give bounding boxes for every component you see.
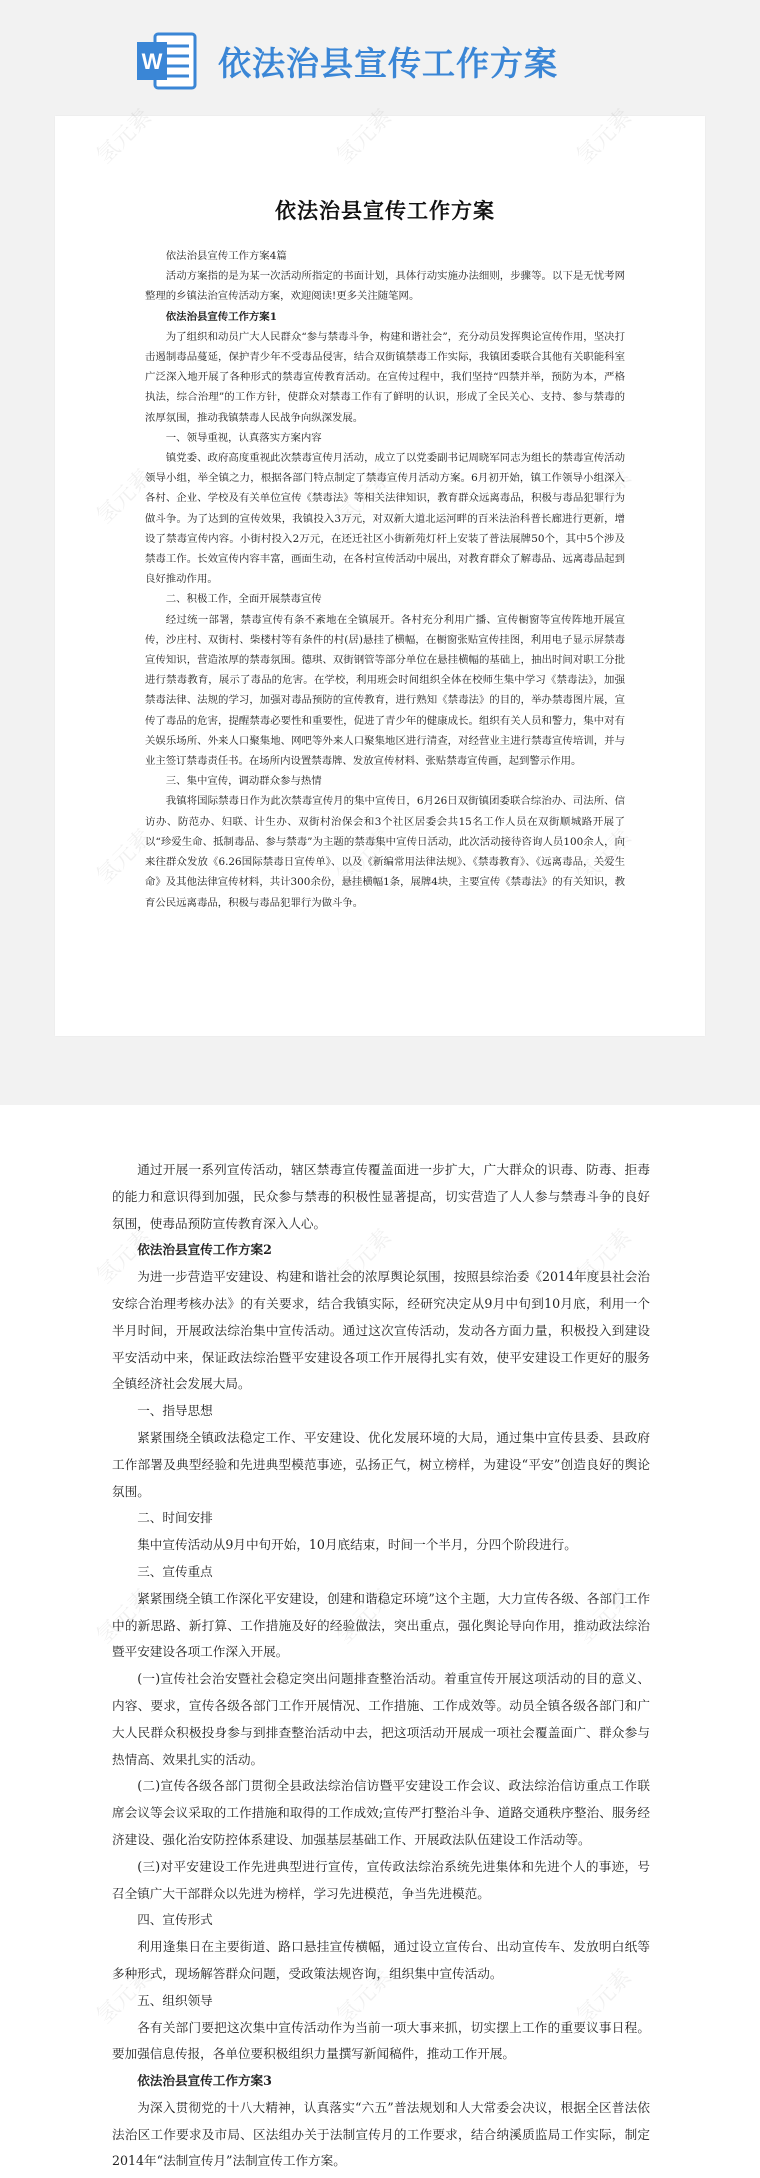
document-page-2 [0, 1105, 760, 2178]
paragraph: 四、宣传形式 [137, 1912, 213, 1928]
paragraph: 镇党委、政府高度重视此次禁毒宣传月活动，成立了以党委副书记周晓军同志为组长的禁毒宣传活动领导小组，举全镇之力，根据各部门特点制定了禁毒宣传月活动方案。6月初开始，镇工作领导小组深入各村、企业、学校及有关单位宣传《禁毒法》等相关法律知识，教育群众远离毒品，积极与毒品犯罪行为做斗争。为了达到的宣传效果，我镇投入3万元，对双新大道北运河畔的百米法治科普长廊进行更新，增设了禁毒宣传内容。小街村投入2万元，在还迁社区小街新苑灯杆上安装了普法展牌50个，其中5个涉及禁毒工作。长效宣传内容丰富，画面生动，在各村宣传活动中展出，对教育群众了解毒品、远离毒品起到良好推动作用。 [145, 452, 625, 586]
paragraph: 通过开展一系列宣传活动，辖区禁毒宣传覆盖面进一步扩大，广大群众的识毒、防毒、拒毒的能力和意识得到加强，民众参与禁毒的积极性显著提高，切实营造了人人参与禁毒斗争的良好氛围，使毒品预防宣传教育深入人心。 [112, 1162, 650, 1231]
paragraph: 三、集中宣传，调动群众参与热情 [165, 775, 322, 788]
paragraph: (一)宣传社会治安暨社会稳定突出问题排查整治活动。着重宣传开展这项活动的目的意义、内容、要求，宣传各级各部门工作开展情况、工作措施、工作成效等。动员全镇各级各部门和广大人民群众积极投身参与到排查整治活动中去，把这项活动开展成一项社会覆盖面广、群众参与热情高、效果扎实的活动。 [112, 1671, 650, 1767]
paragraph: 依法治县宣传工作方案4篇 [165, 250, 287, 262]
banner [0, 0, 760, 120]
document-title: 依法治县宣传工作方案 [275, 198, 495, 223]
paragraph: 二、积极工作，全面开展禁毒宣传 [165, 593, 322, 606]
paragraph: 紧紧围绕全镇工作深化平安建设，创建和谐稳定环境”这个主题，大力宣传各级、各部门工作中的新思路、新打算、工作措施及好的经验做法，突出重点，强化舆论导向作用，推动政法综治暨平安建设各项工作深入开展。 [112, 1590, 650, 1660]
banner-title: 依法治县宣传工作方案 [218, 44, 558, 83]
paragraph: 活动方案指的是为某一次活动所指定的书面计划，具体行动实施办法细则，步骤等。以下是无忧考网整理的乡镇法治宣传活动方案，欢迎阅读!更多关注随笔网。 [145, 270, 625, 303]
section-heading: 依法治县宣传工作方案1 [165, 310, 277, 323]
paragraph: 经过统一部署，禁毒宣传有条不紊地在全镇展开。各村充分利用广播、宣传橱窗等宣传阵地开展宣传，沙庄村、双街村、柴楼村等有条件的村(居)悬挂了横幅，在橱窗张贴宣传挂图，利用电子显示屏禁毒宣传知识，营造浓厚的禁毒氛围。德琪、双街钢管等部分单位在悬挂横幅的基础上，抽出时间对职工分批进行禁毒教育，展示了毒品的危害。在学校，利用班会时间组织全体在校师生集中学习《禁毒法》，加强禁毒法律、法规的学习，加强对毒品预防的宣传教育，进行熟知《禁毒法》的目的，举办禁毒图片展，宣传了毒品的危害，提醒禁毒必要性和重要性，促进了青少年的健康成长。组织有关人员和警力，集中对有关娱乐场所、外来人口聚集地、网吧等外来人口聚集地区进行清查，对经营业主进行禁毒宣传培训，并与业主签订禁毒责任书。在场所内设置禁毒牌、发放宣传材料、张贴禁毒宣传画，起到警示作用。 [145, 613, 625, 768]
page2-body [112, 1157, 650, 2175]
paragraph: 一、指导思想 [137, 1403, 213, 1419]
section-heading: 依法治县宣传工作方案3 [137, 2073, 272, 2089]
page1-body [145, 246, 625, 913]
paragraph: 为了组织和动员广大人民群众“参与禁毒斗争，构建和谐社会”，充分动员发挥舆论宣传作用，坚决打击遏制毒品蔓延，保护青少年不受毒品侵害，结合双街镇禁毒工作实际，我镇团委联合其他有关职能科室广泛深入地开展了各种形式的禁毒宣传教育活动。在宣传过程中，我们坚持“四禁并举，预防为本，严格执法，综合治理”的工作方针，使群众对禁毒工作有了鲜明的认识，形成了全民关心、支持、参与禁毒的浓厚氛围，推动我镇禁毒人民战争向纵深发展。 [145, 330, 625, 424]
paragraph: 一、领导重视，认真落实方案内容 [165, 431, 322, 444]
section-heading: 依法治县宣传工作方案2 [137, 1242, 272, 1258]
paragraph: 为进一步营造平安建设、构建和谐社会的浓厚舆论氛围，按照县综治委《2014年度县社会治安综合治理考核办法》的有关要求，结合我镇实际，经研究决定从9月中旬到10月底，利用一个半月时间，开展政法综治集中宣传活动。通过这次宣传活动，发动各方面力量，积极投入到建设平安活动中来，保证政法综治暨平安建设各项工作开展得扎实有效，使平安建设工作更好的服务全镇经济社会发展大局。 [112, 1269, 650, 1392]
paragraph: (三)对平安建设工作先进典型进行宣传，宣传政法综治系统先进集体和先进个人的事迹，号召全镇广大干部群众以先进为榜样，学习先进模范，争当先进模范。 [112, 1858, 650, 1901]
paragraph: 紧紧围绕全镇政法稳定工作、平安建设、优化发展环境的大局，通过集中宣传县委、县政府工作部署及典型经验和先进典型模范事迹，弘扬正气，树立榜样，为建设“平安”创造良好的舆论氛围。 [112, 1429, 650, 1499]
paragraph: 为深入贯彻党的十八大精神，认真落实“六五”普法规划和人大常委会决议，根据全区普法依法治区工作要求及市局、区法组办关于法制宣传月的工作要求，结合纳溪质监局工作实际，制定2014年“法制宣传月”法制宣传工作方案。 [112, 2099, 650, 2169]
word-document-icon [133, 30, 203, 94]
paragraph: 三、宣传重点 [137, 1563, 213, 1579]
paragraph: 利用逢集日在主要街道、路口悬挂宣传横幅，通过设立宣传台、出动宣传车、发放明白纸等多种形式，现场解答群众问题，受政策法规咨询，组织集中宣传活动。 [112, 1939, 650, 1981]
paragraph: 各有关部门要把这次集中宣传活动作为当前一项大事来抓，切实摆上工作的重要议事日程。要加强信息传报，各单位要积极组织力量撰写新闻稿件，推动工作开展。 [112, 2019, 650, 2062]
paragraph: 我镇将国际禁毒日作为此次禁毒宣传月的集中宣传日，6月26日双街镇团委联合综治办、司法所、信访办、防范办、妇联、计生办、双街村治保会和3个社区居委会共15名工作人员在双街顺城路开展了以“珍爱生命、抵制毒品、参与禁毒”为主题的禁毒集中宣传日活动，此次活动接待咨询人员100余人，向来往群众发放《6.26国际禁毒日宣传单》、以及《新编常用法律法规》、《禁毒教育》、《远离毒品，关爱生命》及其他法律宣传材料，共计300余份，悬挂横幅1条，展牌4块，主要宣传《禁毒法》的有关知识，教育公民远离毒品，积极与毒品犯罪行为做斗争。 [145, 795, 625, 909]
svg-text:W: W [141, 49, 163, 74]
paragraph: 二、时间安排 [137, 1510, 213, 1526]
document-page-1 [55, 116, 705, 1036]
paragraph: 集中宣传活动从9月中旬开始，10月底结束，时间一个半月，分四个阶段进行。 [137, 1537, 577, 1553]
paragraph: (二)宣传各级各部门贯彻全县政法综治信访暨平安建设工作会议、政法综治信访重点工作联席会议等会议采取的工作措施和取得的工作成效;宣传严打整治斗争、道路交通秩序整治、服务经济建设、强化治安防控体系建设、加强基层基础工作、开展政法队伍建设工作活动等。 [112, 1778, 650, 1847]
paragraph: 五、组织领导 [137, 1992, 213, 2008]
